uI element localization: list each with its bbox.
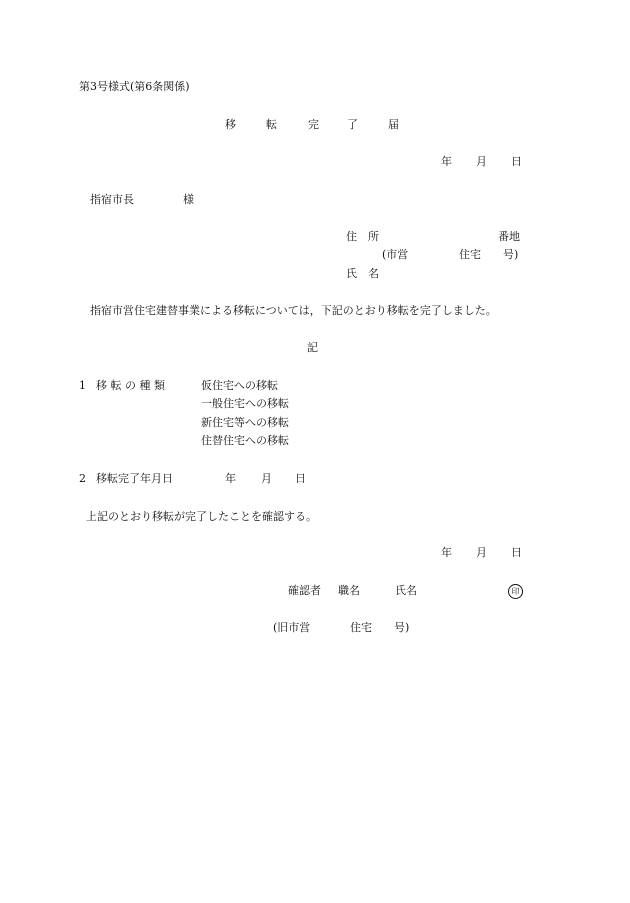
jutaku-label: 住宅 <box>459 248 481 261</box>
name-label: 氏名 <box>395 584 417 597</box>
old-municipal-label: (旧市営 <box>273 621 311 634</box>
body-text: 指宿市営住宅建替事業による移転については，下記のとおり移転を完了しました。 <box>90 304 497 317</box>
date-day: 日 <box>511 546 522 559</box>
addressee-honorific: 様 <box>183 193 194 206</box>
ki-heading: 記 <box>307 341 318 354</box>
transfer-option: 新住宅等への移転 <box>201 416 289 429</box>
title-char: 了 <box>347 118 358 131</box>
transfer-option: 一般住宅への移転 <box>201 397 289 410</box>
banchi-label: 番地 <box>498 230 520 243</box>
date-year: 年 <box>441 155 452 168</box>
transfer-option: 仮住宅への移転 <box>201 379 278 392</box>
item-number: 2 <box>79 472 86 485</box>
title-char: 移 <box>225 118 236 131</box>
seal-icon: 印 <box>508 584 523 599</box>
go-label: 号) <box>394 621 410 634</box>
confirmer-label: 確認者 <box>288 584 321 597</box>
date-year: 年 <box>225 472 236 485</box>
address-label: 住 所 <box>346 230 379 243</box>
item-label: 移 転 の 種 類 <box>96 379 165 392</box>
municipal-label: (市営 <box>382 248 409 261</box>
title-char: 届 <box>388 118 399 131</box>
form-number: 第3号様式(第6条関係) <box>79 80 190 93</box>
date-day: 日 <box>511 155 522 168</box>
date-day: 日 <box>295 472 306 485</box>
date-month: 月 <box>476 546 487 559</box>
name-label: 氏 名 <box>346 267 379 280</box>
go-label: 号) <box>503 248 519 261</box>
date-year: 年 <box>441 546 452 559</box>
date-month: 月 <box>261 472 272 485</box>
title-char: 転 <box>266 118 277 131</box>
title-char: 完 <box>308 118 319 131</box>
position-label: 職名 <box>338 584 360 597</box>
addressee-name: 指宿市長 <box>90 193 134 206</box>
confirm-text: 上記のとおり移転が完了したことを確認する。 <box>86 510 317 523</box>
jutaku-label: 住宅 <box>350 621 372 634</box>
item-number: 1 <box>79 379 86 392</box>
item-label: 移転完了年月日 <box>96 472 173 485</box>
transfer-option: 住替住宅への移転 <box>201 434 289 447</box>
date-month: 月 <box>476 155 487 168</box>
